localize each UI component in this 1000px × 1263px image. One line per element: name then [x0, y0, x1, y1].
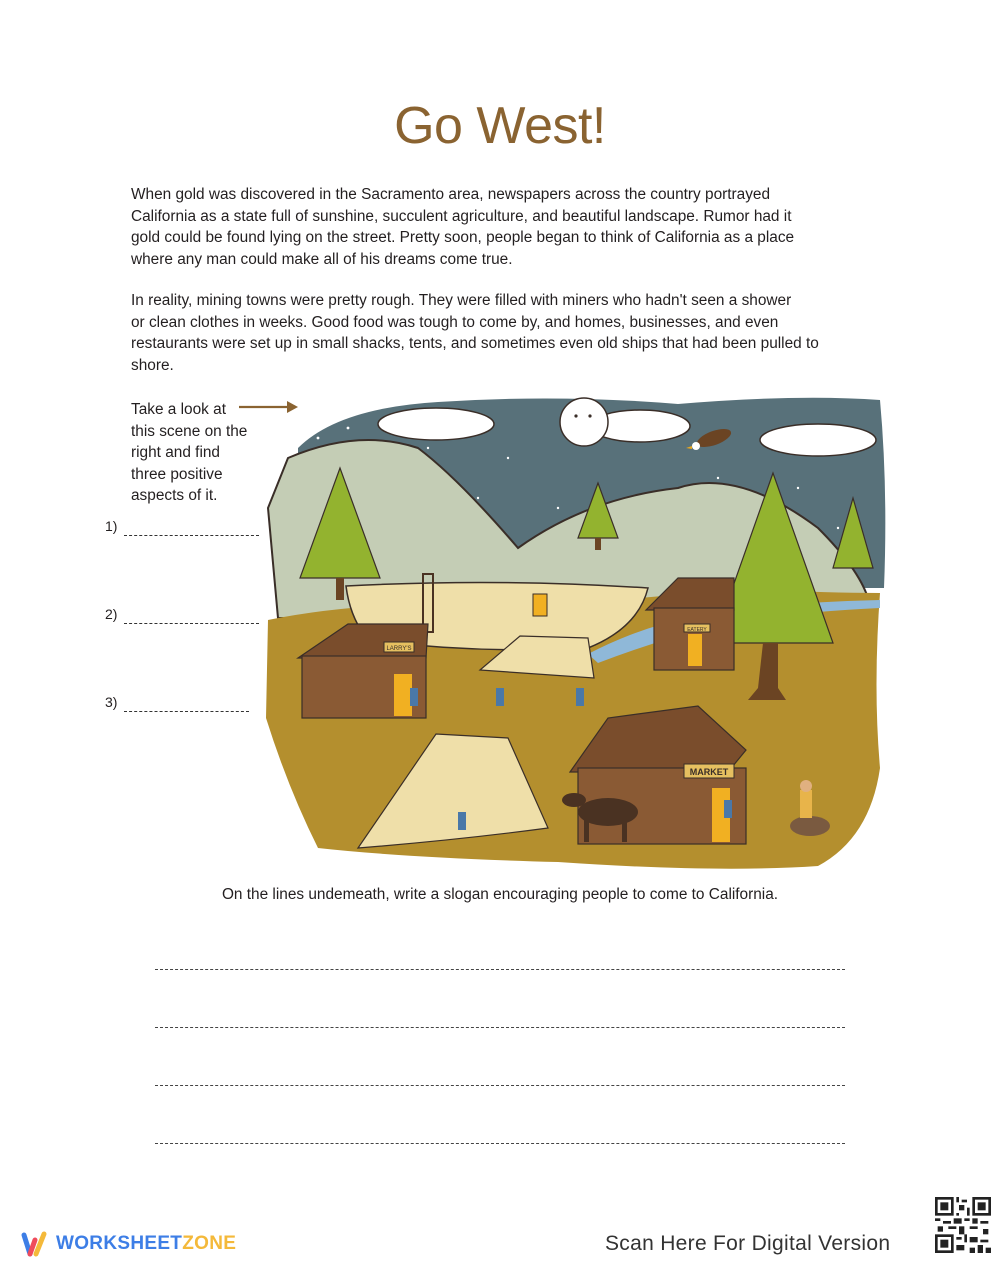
svg-text:LARRY'S: LARRY'S	[386, 646, 412, 652]
paragraph-line: shore.	[131, 356, 174, 374]
worksheetzone-logo-icon	[20, 1230, 48, 1258]
slogan-line-3[interactable]	[155, 1085, 845, 1086]
page-title: Go West!	[394, 97, 606, 155]
gold-rush-town-illustration	[258, 388, 898, 878]
slogan-line-1[interactable]	[155, 969, 845, 970]
slogan-line-4[interactable]	[155, 1143, 845, 1144]
prompt-line: this scene on the	[131, 422, 248, 440]
answer-label-1: 1)	[105, 518, 118, 534]
paragraph-line: where any man could make all of his dreams come true.	[131, 250, 513, 268]
prompt-line: Take a look at	[131, 401, 226, 418]
paragraph-line: When gold was discovered in the Sacramento area, newspapers across the country portrayed	[131, 186, 771, 203]
qr-code-icon[interactable]	[935, 1197, 991, 1253]
brand-part-worksheet: WORKSHEET	[56, 1233, 183, 1254]
paragraph-line: or clean clothes in weeks. Good food was tough to come by, and homes, businesses, and even	[131, 313, 779, 331]
answer-label-2: 2)	[105, 606, 118, 622]
answer-line-3[interactable]	[124, 711, 249, 712]
intro-paragraph	[131, 184, 871, 270]
brand-name	[56, 1233, 236, 1255]
slogan-instruction: On the lines undemeath, write a slogan encouraging people to come to California.	[221, 886, 779, 903]
answer-line-1[interactable]	[124, 535, 259, 536]
brand-part-zone: ZONE	[182, 1233, 237, 1254]
moon-icon	[560, 398, 608, 446]
svg-text:MARKET: MARKET	[689, 767, 729, 777]
side-prompt	[131, 399, 271, 507]
worksheetzone-logo[interactable]	[20, 1228, 236, 1260]
prompt-line: right and find	[131, 444, 220, 461]
prompt-line: aspects of it.	[131, 487, 218, 504]
answer-line-2[interactable]	[124, 623, 259, 624]
svg-text:EATERY: EATERY	[687, 627, 707, 633]
paragraph-line: California as a state full of sunshine, succulent agriculture, and beautiful landscape. Rumor had it	[131, 207, 792, 225]
reality-paragraph	[131, 290, 871, 376]
paragraph-line: gold could be found lying on the street. Pretty soon, people began to think of California as a place	[131, 229, 795, 246]
paragraph-line: In reality, mining towns were pretty rough. They were filled with miners who hadn't seen a shower	[131, 292, 792, 309]
prompt-line: three positive	[131, 465, 223, 483]
paragraph-line: restaurants were set up in small shacks, tents, and sometimes even old ships that had been pulled to	[131, 335, 819, 352]
slogan-line-2[interactable]	[155, 1027, 845, 1028]
scan-text: Scan Here For Digital Version	[605, 1232, 891, 1255]
answer-label-3: 3)	[105, 694, 118, 710]
